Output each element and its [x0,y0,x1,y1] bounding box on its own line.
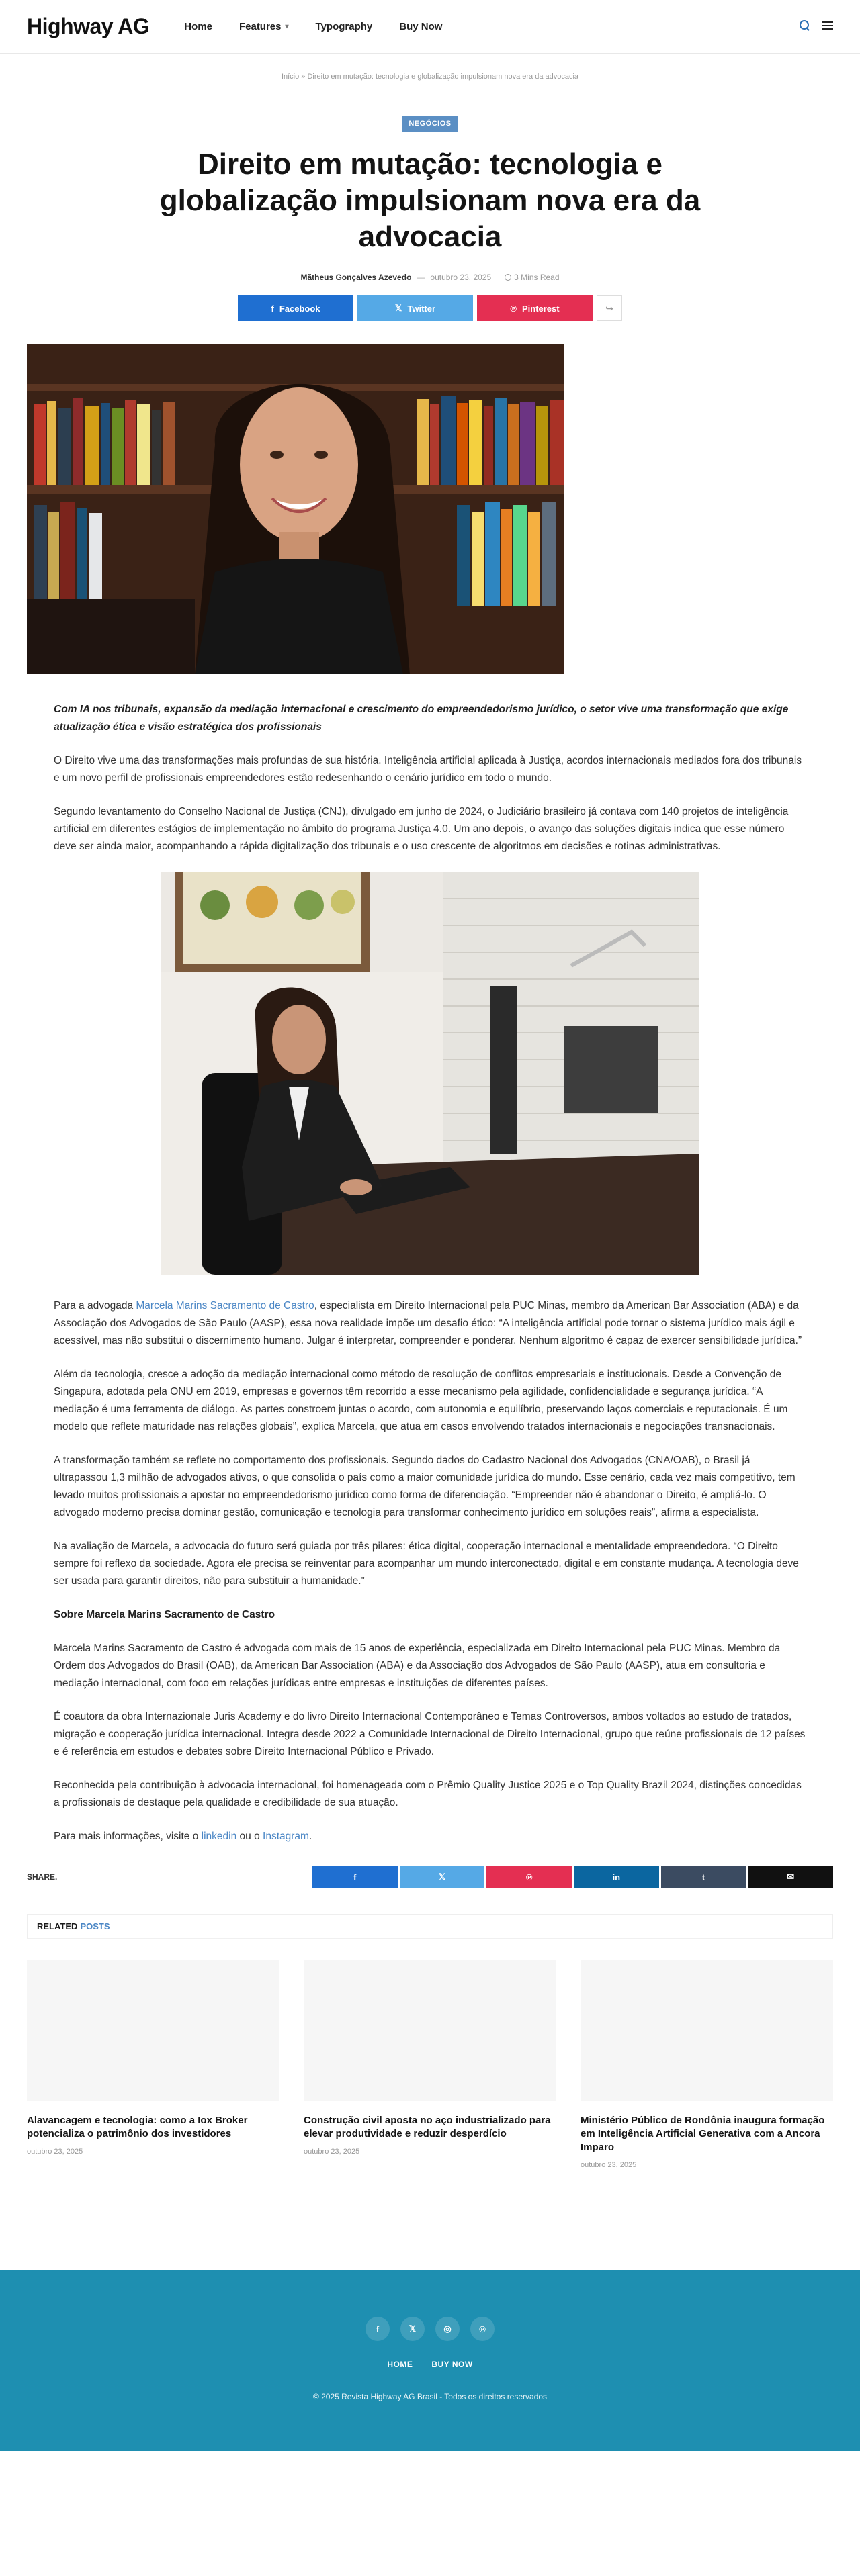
facebook-icon: f [271,303,274,314]
share-tumblr-icon[interactable]: t [661,1866,746,1888]
main-nav [184,21,442,32]
author-name[interactable]: Mãtheus Gonçalves Azevedo [300,273,412,282]
p10-mid: ou o [236,1831,263,1842]
paragraph: É coautora da obra Internazionale Juris Academy e do livro Direito Internacional Contemporâneo e Temas Controversos, ambos voltados ao estudo de tratados, migração e cooperação jurídica internacional. Integra desde 2022 a Comunidade Internacional de Direito Internacional, grupo que reúne profissionais de 12 países e é referência em estudos e debates sobre Direito Internacional Público e Privado. [54,1711,806,1757]
nav-buy-now[interactable]: Buy Now [399,21,443,32]
facebook-icon[interactable]: f [366,2317,390,2341]
x-icon[interactable]: 𝕏 [400,2317,425,2341]
read-time [505,273,559,282]
related-thumbnail[interactable] [580,1960,833,2101]
x-icon: 𝕏 [394,303,402,313]
related-card[interactable] [27,1960,280,2169]
site-footer [0,2270,860,2451]
share-bottom-buttons [312,1866,833,1888]
share-facebook-button[interactable] [238,295,353,321]
instagram-link[interactable]: Instagram [263,1831,309,1842]
related-title[interactable]: Alavancagem e tecnologia: como a Iox Broker potencializa o patrimônio dos investidores [27,2115,248,2140]
share-linkedin-icon[interactable]: in [574,1866,659,1888]
related-heading [27,1914,833,1939]
paragraph: Reconhecida pela contribuição à advocacia internacional, foi homenageada com o Prêmio Quality Justice 2025 e o Top Quality Brazil 2024, distinções concedidas a profissionais de destaque pela qualidade e credibilidade de sua atuação. [54,1780,802,1808]
share-pinterest-label: Pinterest [521,303,560,314]
p3-pre: Para a advogada [54,1300,136,1312]
share-more-button[interactable] [597,295,622,321]
author-profile-link[interactable]: Marcela Marins Sacramento de Castro [136,1300,314,1312]
pinterest-icon[interactable]: ℗ [470,2317,494,2341]
related-card[interactable] [580,1960,833,2169]
breadcrumb[interactable]: Início » Direito em mutação: tecnologia e globalização impulsionam nova era da advocacia [281,73,579,81]
featured-image-illustration [27,344,564,674]
nav-features-label: Features [239,21,282,32]
related-posts [27,1914,833,2169]
nav-typography[interactable]: Typography [315,21,373,32]
linkedin-link[interactable]: linkedin [201,1831,237,1842]
publish-date: outubro 23, 2025 [430,273,492,282]
share-top [0,295,860,321]
featured-image [27,344,564,674]
related-date: outubro 23, 2025 [580,2161,637,2169]
article-body [54,701,806,1845]
share-x-icon[interactable]: 𝕏 [400,1866,485,1888]
inline-image [161,872,699,1275]
footer-nav [0,2360,860,2369]
share-bottom [27,1866,833,1888]
related-date: outubro 23, 2025 [27,2148,83,2156]
related-card[interactable] [304,1960,556,2169]
site-header [0,0,860,54]
paragraph: Na avaliação de Marcela, a advocacia do futuro será guiada por três pilares: ética digital, cooperação internacional e mentalidade empreendedora. “O Direito sempre foi reflexo da sociedade. Agora ele precisa se reinventar para acompanhar um mundo interconectado, digital e em constante mudança. A tecnologia deve ser usada para garantir direitos, não para substituir a humanidade.” [54,1540,799,1587]
p10-pre: Para mais informações, visite o [54,1831,202,1842]
meta-divider: — [417,273,425,282]
p10-post: . [308,1831,312,1842]
share-facebook-icon[interactable]: f [312,1866,398,1888]
paragraph [54,1828,806,1845]
paragraph: Além da tecnologia, cresce a adoção da mediação internacional como método de resolução de conflitos empresariais e institucionais. Desde a Convenção de Singapura, adotada pela ONU em 2019, empresas e governos têm recorrido a esse mecanismo pela agilidade, confidencialidade e segurança jurídica. “A mediação é uma ferramenta de diálogo. As partes constroem juntas o acordo, com autonomia e equilíbrio, preservando laços comerciais e reputacionais. É um modelo que reflete maturidade nas relações globais”, explica Marcela, que atua em casos envolvendo tratados internacionais e negociações transnacionais. [54,1369,788,1432]
footer-social [0,2317,860,2341]
share-label: SHARE. [27,1872,58,1882]
related-date: outubro 23, 2025 [304,2148,360,2156]
paragraph: O Direito vive uma das transformações mais profundas de sua história. Inteligência artificial aplicada à Justiça, acordos internacionais mediados fora dos tribunais e um novo perfil de profissionais empreendedores estão redesenhando o cenário jurídico em todo o mundo. [54,755,802,784]
paragraph [54,1297,806,1350]
share-pinterest-button[interactable] [477,295,593,321]
pinterest-icon: ℗ [510,303,517,314]
instagram-icon[interactable]: ◎ [435,2317,460,2341]
paragraph: A transformação também se reflete no comportamento dos profissionais. Segundo dados do Cadastro Nacional dos Advogados (CNA/OAB), o Brasil já ultrapassou 1,3 milhão de advogados ativos, o que consolida o país como a maior comunidade jurídica do mundo. Esse cenário, cada vez mais competitivo, tem levado muitos profissionais a apostar no empreendedorismo jurídico como forma de diferenciação. “Empreender não é abandonar o Direito, é ampliá-lo. O advogado moderno precisa dominar gestão, comunicação e tecnologia para transformar conhecimento jurídico em soluções reais”, afirma a especialista. [54,1455,796,1518]
section-heading: Sobre Marcela Marins Sacramento de Castro [54,1609,275,1620]
category-badge[interactable]: NEGÓCIOS [402,116,457,132]
share-facebook-label: Facebook [279,303,320,314]
footer-nav-buy-now[interactable]: BUY NOW [431,2360,473,2369]
share-twitter-button[interactable] [357,295,473,321]
related-head-text: RELATED [37,1921,78,1931]
related-title[interactable]: Ministério Público de Rondônia inaugura formação em Inteligência Artificial Generativa com a Ancora Imparo [580,2115,825,2153]
header-icons [800,20,833,31]
copyright: © 2025 Revista Highway AG Brasil - Todos os direitos reservados [312,2392,548,2401]
article-lead: Com IA nos tribunais, expansão da mediação internacional e crescimento do empreendedorismo jurídico, o setor vive uma transformação que exige atualização ética e visão estratégica dos profissionais [54,704,789,733]
p3-post: , especialista em Direito Internacional pela PUC Minas, membro da American Bar Association (ABA) e da Associação dos Advogados de São Paulo (AASP), essa nova realidade impõe um desafio ético: “A inteligência artificial pode tornar o sistema jurídico mais ágil e acessível, mas não substitui o discernimento humano. Julgar é interpretar, compreender e ponderar. Nenhum algoritmo é capaz de exercer sensibilidade jurídica.” [54,1300,802,1346]
share-arrow-icon: ↪ [605,302,613,314]
menu-icon[interactable] [822,21,833,30]
site-logo[interactable]: Highway AG [27,14,150,38]
paragraph: Segundo levantamento do Conselho Nacional de Justiça (CNJ), divulgado em junho de 2024, o Judiciário brasileiro já contava com 140 projetos de inteligência artificial em diferentes estágios de implementação no âmbito do programa Justiça 4.0. Um ano depois, o avanço das soluções digitais indica que esse número deve ser ainda maior, acompanhando a rápida digitalização dos tribunais e o uso crescente de algoritmos em decisões e rotinas administrativas. [54,806,789,852]
share-twitter-label: Twitter [407,303,436,314]
read-time-text: 3 Mins Read [514,273,560,282]
nav-features[interactable] [239,21,289,32]
article-meta [0,273,860,282]
chevron-down-icon: ▾ [285,23,289,30]
nav-home[interactable]: Home [184,21,212,32]
footer-nav-home[interactable]: HOME [387,2360,413,2369]
related-head-highlight: POSTS [80,1921,110,1931]
related-thumbnail[interactable] [27,1960,280,2101]
search-icon[interactable] [800,20,810,31]
article-title: Direito em mutação: tecnologia e globalização impulsionam nova era da advocacia [159,148,701,253]
share-pinterest-icon[interactable]: ℗ [486,1866,572,1888]
related-thumbnail[interactable] [304,1960,556,2101]
paragraph: Marcela Marins Sacramento de Castro é advogada com mais de 15 anos de experiência, especializada em Direito Internacional pela PUC Minas. Membro da Ordem dos Advogados do Brasil (OAB), da American Bar Association (ABA) e da Associação dos Advogados de São Paulo (AASP), atua em consultoria e mediação internacional, com foco em relações jurídicas entre empresas e instituições de diferentes países. [54,1643,781,1689]
inline-image-illustration [161,872,699,1275]
share-email-icon[interactable]: ✉ [748,1866,833,1888]
clock-icon [505,274,511,281]
related-title[interactable]: Construção civil aposta no aço industrializado para elevar produtividade e reduzir desperdício [304,2115,551,2140]
